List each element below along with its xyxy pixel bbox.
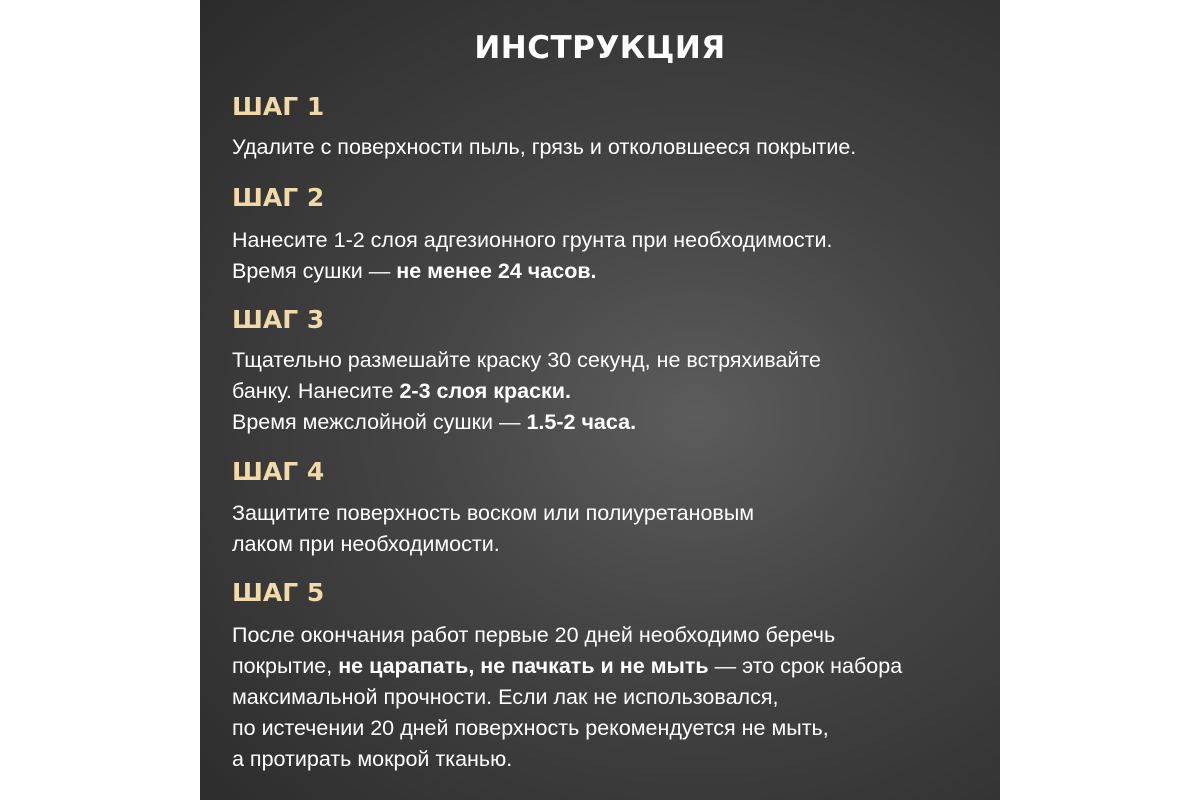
step-5-line-3: максимальной прочности. Если лак не использовался, [232,685,779,709]
step-3-line-1: Тщательно размешайте краску 30 секунд, не встряхивайте [232,348,821,372]
step-2-heading: ШАГ 2 [232,183,325,212]
step-3-line-3 [232,407,821,438]
step-3-heading: ШАГ 3 [232,305,325,334]
step-5-line-1: После окончания работ первые 20 дней необходимо беречь [232,623,836,647]
step-5-line-5: а протирать мокрой тканью. [232,747,513,771]
step-1-line-1: Удалите с поверхности пыль, грязь и отколовшееся покрытие. [232,135,857,159]
step-3-line-2-plain: банку. Нанесите [232,379,400,403]
step-2-line-2-bold: не менее 24 часов. [396,259,597,283]
step-3-text [232,345,821,438]
step-5-line-2-plain: покрытие, [232,654,339,678]
step-4-line-1: Защитите поверхность воском или полиуретановым [232,501,755,525]
step-3-line-2-bold: 2-3 слоя краски. [399,379,571,403]
step-4-text [232,498,754,560]
step-2-line-1: Нанесите 1-2 слоя адгезионного грунта при необходимости. [232,228,833,252]
instruction-panel [200,0,1000,800]
step-3-line-3-plain: Время межслойной сушки — [232,410,527,434]
step-4-heading: ШАГ 4 [232,457,325,486]
step-5-line-2 [232,651,902,682]
step-2-line-2-plain: Время сушки — [232,259,397,283]
step-3-line-3-bold: 1.5-2 часа. [526,410,637,434]
step-1-text [232,132,856,163]
step-2-line-2 [232,256,833,287]
step-5-line-2-bold: не царапать, не пачкать и не мыть [338,654,709,678]
step-1-heading: ШАГ 1 [232,92,325,121]
page-title: ИНСТРУКЦИЯ [474,30,726,66]
step-5-line-4: по истечении 20 дней поверхность рекомендуется не мыть, [232,716,829,740]
step-5-heading: ШАГ 5 [232,578,325,607]
step-5-line-2-after: — это срок набора [708,654,903,678]
step-2-text [232,225,833,287]
step-3-line-2 [232,376,821,407]
step-4-line-2: лаком при необходимости. [232,532,500,556]
step-5-text [232,620,902,775]
